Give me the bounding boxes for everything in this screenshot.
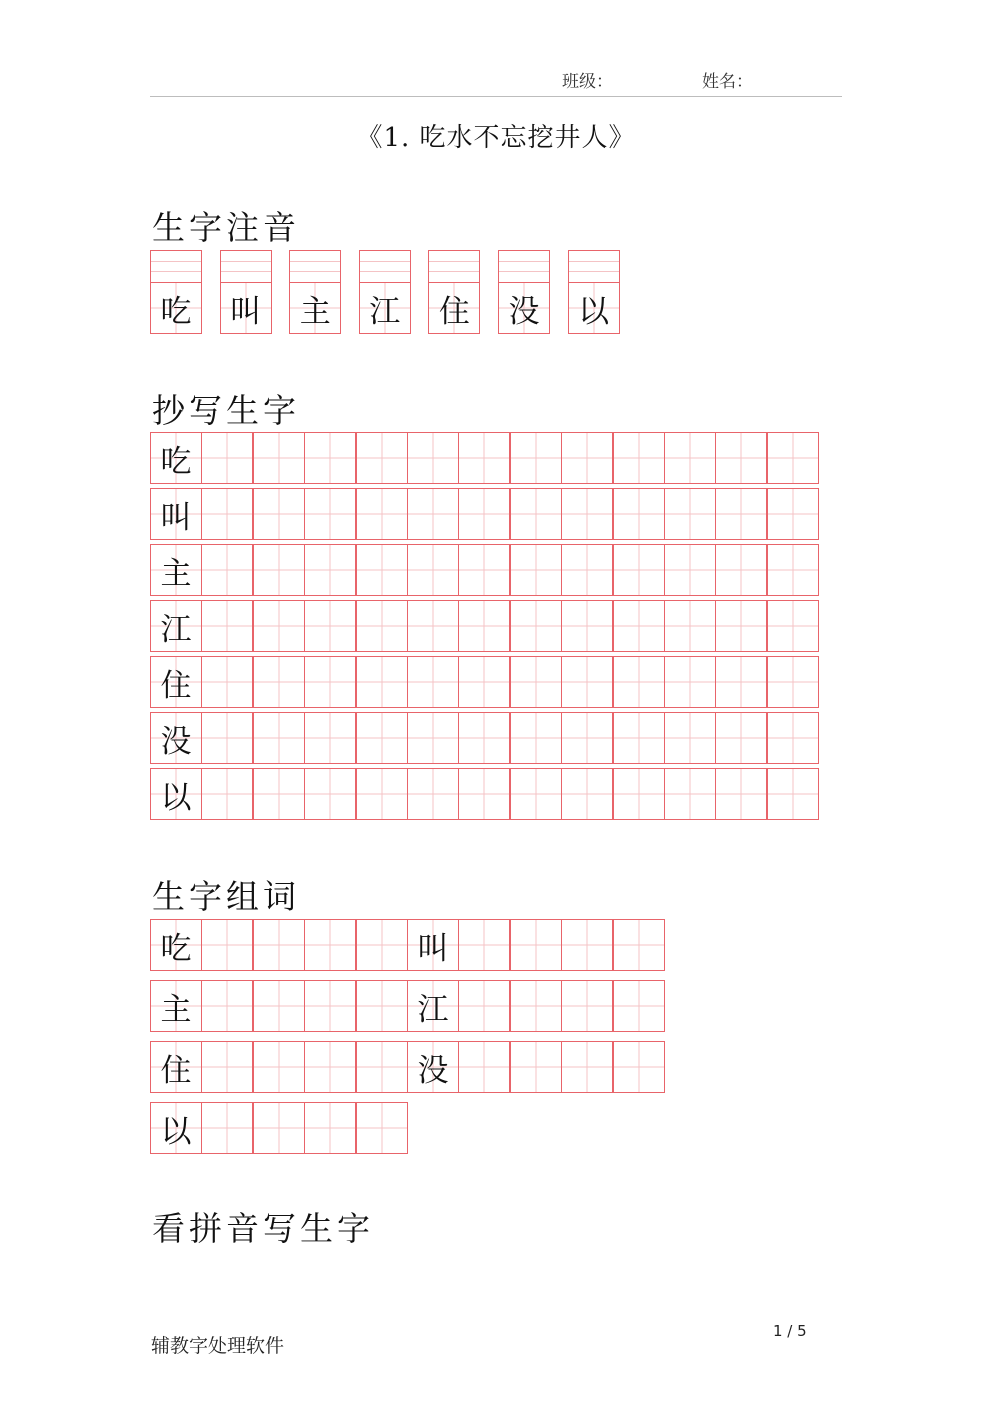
character-glyph: 没 bbox=[160, 723, 192, 760]
word-practice-cell[interactable] bbox=[458, 919, 510, 971]
practice-cell[interactable] bbox=[407, 488, 459, 540]
practice-cell[interactable] bbox=[561, 600, 613, 652]
practice-cell[interactable] bbox=[201, 432, 253, 484]
practice-cell[interactable] bbox=[767, 712, 819, 764]
practice-cell[interactable] bbox=[561, 656, 613, 708]
pinyin-writing-box[interactable] bbox=[498, 250, 550, 282]
word-practice-cell[interactable] bbox=[510, 1041, 562, 1093]
word-character-cell[interactable] bbox=[150, 980, 202, 1032]
practice-cell[interactable] bbox=[613, 656, 665, 708]
practice-cell[interactable] bbox=[715, 656, 767, 708]
practice-cell[interactable] bbox=[613, 544, 665, 596]
practice-cell[interactable] bbox=[715, 488, 767, 540]
word-practice-cell[interactable] bbox=[304, 1102, 356, 1154]
word-practice-cell[interactable] bbox=[561, 919, 613, 971]
practice-cell[interactable] bbox=[664, 432, 716, 484]
practice-cell[interactable] bbox=[201, 712, 253, 764]
word-practice-cell[interactable] bbox=[253, 980, 305, 1032]
footer-software: 辅教字处理软件 bbox=[151, 1335, 285, 1357]
character-glyph: 没 bbox=[417, 1052, 449, 1089]
practice-cell[interactable] bbox=[561, 544, 613, 596]
pinyin-writing-box[interactable] bbox=[220, 250, 272, 282]
word-practice-cell[interactable] bbox=[613, 1041, 665, 1093]
word-practice-cell[interactable] bbox=[356, 919, 408, 971]
model-character-cell[interactable] bbox=[150, 432, 202, 484]
practice-cell[interactable] bbox=[253, 656, 305, 708]
practice-cell[interactable] bbox=[458, 600, 510, 652]
practice-cell[interactable] bbox=[458, 544, 510, 596]
practice-cell[interactable] bbox=[304, 544, 356, 596]
practice-cell[interactable] bbox=[613, 432, 665, 484]
practice-cell[interactable] bbox=[561, 432, 613, 484]
word-practice-cell[interactable] bbox=[304, 1041, 356, 1093]
model-character-cell[interactable] bbox=[150, 712, 202, 764]
practice-cell[interactable] bbox=[407, 768, 459, 820]
word-practice-cell[interactable] bbox=[356, 1102, 408, 1154]
word-practice-cell[interactable] bbox=[356, 1041, 408, 1093]
practice-cell[interactable] bbox=[613, 768, 665, 820]
character-glyph: 吃 bbox=[160, 930, 192, 967]
practice-cell[interactable] bbox=[356, 432, 408, 484]
model-character-cell[interactable] bbox=[150, 488, 202, 540]
character-glyph: 吃 bbox=[160, 293, 192, 330]
practice-cell[interactable] bbox=[767, 488, 819, 540]
word-character-cell[interactable] bbox=[407, 919, 459, 971]
practice-cell[interactable] bbox=[561, 712, 613, 764]
character-glyph: 主 bbox=[299, 293, 331, 330]
section-title-words: 生字组词 bbox=[152, 877, 300, 916]
word-character-cell[interactable] bbox=[407, 980, 459, 1032]
pinyin-writing-box[interactable] bbox=[428, 250, 480, 282]
practice-cell[interactable] bbox=[715, 544, 767, 596]
practice-cell[interactable] bbox=[356, 488, 408, 540]
practice-cell[interactable] bbox=[510, 656, 562, 708]
header-divider bbox=[150, 96, 842, 97]
practice-cell[interactable] bbox=[304, 712, 356, 764]
practice-cell[interactable] bbox=[715, 600, 767, 652]
practice-cell[interactable] bbox=[613, 488, 665, 540]
practice-cell[interactable] bbox=[304, 768, 356, 820]
word-practice-cell[interactable] bbox=[201, 1041, 253, 1093]
practice-cell[interactable] bbox=[201, 544, 253, 596]
practice-cell[interactable] bbox=[664, 544, 716, 596]
word-character-cell[interactable] bbox=[150, 919, 202, 971]
character-glyph: 江 bbox=[160, 611, 192, 648]
word-practice-cell[interactable] bbox=[253, 1102, 305, 1154]
pinyin-character-cell[interactable] bbox=[220, 282, 272, 334]
practice-cell[interactable] bbox=[304, 600, 356, 652]
practice-cell[interactable] bbox=[356, 544, 408, 596]
practice-cell[interactable] bbox=[767, 768, 819, 820]
practice-cell[interactable] bbox=[407, 544, 459, 596]
word-practice-cell[interactable] bbox=[201, 1102, 253, 1154]
character-glyph: 以 bbox=[160, 779, 192, 816]
class-label: 班级： bbox=[562, 72, 613, 92]
section-title-copy: 抄写生字 bbox=[152, 391, 300, 430]
pinyin-character-cell[interactable] bbox=[359, 282, 411, 334]
practice-cell[interactable] bbox=[458, 712, 510, 764]
character-glyph: 主 bbox=[160, 555, 192, 592]
word-practice-cell[interactable] bbox=[458, 1041, 510, 1093]
pinyin-character-cell[interactable] bbox=[568, 282, 620, 334]
practice-cell[interactable] bbox=[664, 768, 716, 820]
page-number: 1 / 5 bbox=[773, 1322, 807, 1340]
practice-cell[interactable] bbox=[201, 656, 253, 708]
practice-cell[interactable] bbox=[458, 432, 510, 484]
word-practice-cell[interactable] bbox=[304, 980, 356, 1032]
practice-cell[interactable] bbox=[767, 656, 819, 708]
word-practice-cell[interactable] bbox=[356, 980, 408, 1032]
practice-cell[interactable] bbox=[458, 768, 510, 820]
model-character-cell[interactable] bbox=[150, 600, 202, 652]
word-practice-cell[interactable] bbox=[253, 1041, 305, 1093]
section-title-look-pinyin: 看拼音写生字 bbox=[152, 1209, 374, 1248]
practice-cell[interactable] bbox=[407, 712, 459, 764]
character-glyph: 以 bbox=[160, 1113, 192, 1150]
word-practice-cell[interactable] bbox=[458, 980, 510, 1032]
practice-cell[interactable] bbox=[613, 600, 665, 652]
practice-cell[interactable] bbox=[767, 600, 819, 652]
practice-cell[interactable] bbox=[253, 600, 305, 652]
word-character-cell[interactable] bbox=[150, 1041, 202, 1093]
pinyin-character-cell[interactable] bbox=[428, 282, 480, 334]
page-title: 《1. 吃水不忘挖井人》 bbox=[356, 123, 636, 153]
practice-cell[interactable] bbox=[304, 488, 356, 540]
word-practice-cell[interactable] bbox=[510, 980, 562, 1032]
word-practice-cell[interactable] bbox=[201, 919, 253, 971]
word-practice-cell[interactable] bbox=[613, 919, 665, 971]
character-glyph: 主 bbox=[160, 991, 192, 1028]
name-label: 姓名： bbox=[702, 72, 753, 92]
practice-cell[interactable] bbox=[407, 600, 459, 652]
character-glyph: 以 bbox=[578, 293, 610, 330]
word-character-cell[interactable] bbox=[407, 1041, 459, 1093]
practice-cell[interactable] bbox=[201, 600, 253, 652]
practice-cell[interactable] bbox=[253, 488, 305, 540]
model-character-cell[interactable] bbox=[150, 768, 202, 820]
practice-cell[interactable] bbox=[458, 656, 510, 708]
practice-cell[interactable] bbox=[356, 656, 408, 708]
character-glyph: 住 bbox=[160, 1052, 192, 1089]
practice-cell[interactable] bbox=[510, 768, 562, 820]
practice-cell[interactable] bbox=[613, 712, 665, 764]
pinyin-character-cell[interactable] bbox=[289, 282, 341, 334]
practice-cell[interactable] bbox=[664, 712, 716, 764]
character-glyph: 叫 bbox=[230, 293, 262, 330]
practice-cell[interactable] bbox=[767, 432, 819, 484]
character-glyph: 没 bbox=[508, 293, 540, 330]
pinyin-writing-box[interactable] bbox=[568, 250, 620, 282]
practice-cell[interactable] bbox=[407, 432, 459, 484]
character-glyph: 吃 bbox=[160, 443, 192, 480]
practice-cell[interactable] bbox=[510, 432, 562, 484]
practice-cell[interactable] bbox=[201, 488, 253, 540]
practice-cell[interactable] bbox=[356, 712, 408, 764]
practice-cell[interactable] bbox=[561, 488, 613, 540]
practice-cell[interactable] bbox=[664, 488, 716, 540]
model-character-cell[interactable] bbox=[150, 544, 202, 596]
practice-cell[interactable] bbox=[458, 488, 510, 540]
practice-cell[interactable] bbox=[767, 544, 819, 596]
practice-cell[interactable] bbox=[356, 600, 408, 652]
practice-cell[interactable] bbox=[664, 600, 716, 652]
practice-cell[interactable] bbox=[510, 712, 562, 764]
pinyin-character-cell[interactable] bbox=[498, 282, 550, 334]
character-glyph: 住 bbox=[438, 293, 470, 330]
model-character-cell[interactable] bbox=[150, 656, 202, 708]
word-practice-cell[interactable] bbox=[561, 1041, 613, 1093]
practice-cell[interactable] bbox=[201, 768, 253, 820]
character-glyph: 叫 bbox=[160, 499, 192, 536]
practice-cell[interactable] bbox=[304, 432, 356, 484]
section-title-pinyin: 生字注音 bbox=[152, 208, 300, 247]
character-glyph: 住 bbox=[160, 667, 192, 704]
practice-cell[interactable] bbox=[561, 768, 613, 820]
practice-cell[interactable] bbox=[510, 544, 562, 596]
practice-cell[interactable] bbox=[253, 768, 305, 820]
pinyin-writing-box[interactable] bbox=[289, 250, 341, 282]
practice-cell[interactable] bbox=[253, 544, 305, 596]
word-character-cell[interactable] bbox=[150, 1102, 202, 1154]
practice-cell[interactable] bbox=[304, 656, 356, 708]
practice-cell[interactable] bbox=[407, 656, 459, 708]
pinyin-writing-box[interactable] bbox=[150, 250, 202, 282]
character-glyph: 江 bbox=[417, 991, 449, 1028]
practice-cell[interactable] bbox=[715, 432, 767, 484]
practice-cell[interactable] bbox=[510, 600, 562, 652]
pinyin-character-cell[interactable] bbox=[150, 282, 202, 334]
character-glyph: 叫 bbox=[417, 930, 449, 967]
word-practice-cell[interactable] bbox=[253, 919, 305, 971]
practice-cell[interactable] bbox=[715, 768, 767, 820]
character-glyph: 江 bbox=[369, 293, 401, 330]
practice-cell[interactable] bbox=[715, 712, 767, 764]
word-practice-cell[interactable] bbox=[201, 980, 253, 1032]
pinyin-writing-box[interactable] bbox=[359, 250, 411, 282]
word-practice-cell[interactable] bbox=[613, 980, 665, 1032]
practice-cell[interactable] bbox=[253, 712, 305, 764]
word-practice-cell[interactable] bbox=[304, 919, 356, 971]
practice-cell[interactable] bbox=[510, 488, 562, 540]
word-practice-cell[interactable] bbox=[561, 980, 613, 1032]
practice-cell[interactable] bbox=[664, 656, 716, 708]
practice-cell[interactable] bbox=[356, 768, 408, 820]
practice-cell[interactable] bbox=[253, 432, 305, 484]
word-practice-cell[interactable] bbox=[510, 919, 562, 971]
